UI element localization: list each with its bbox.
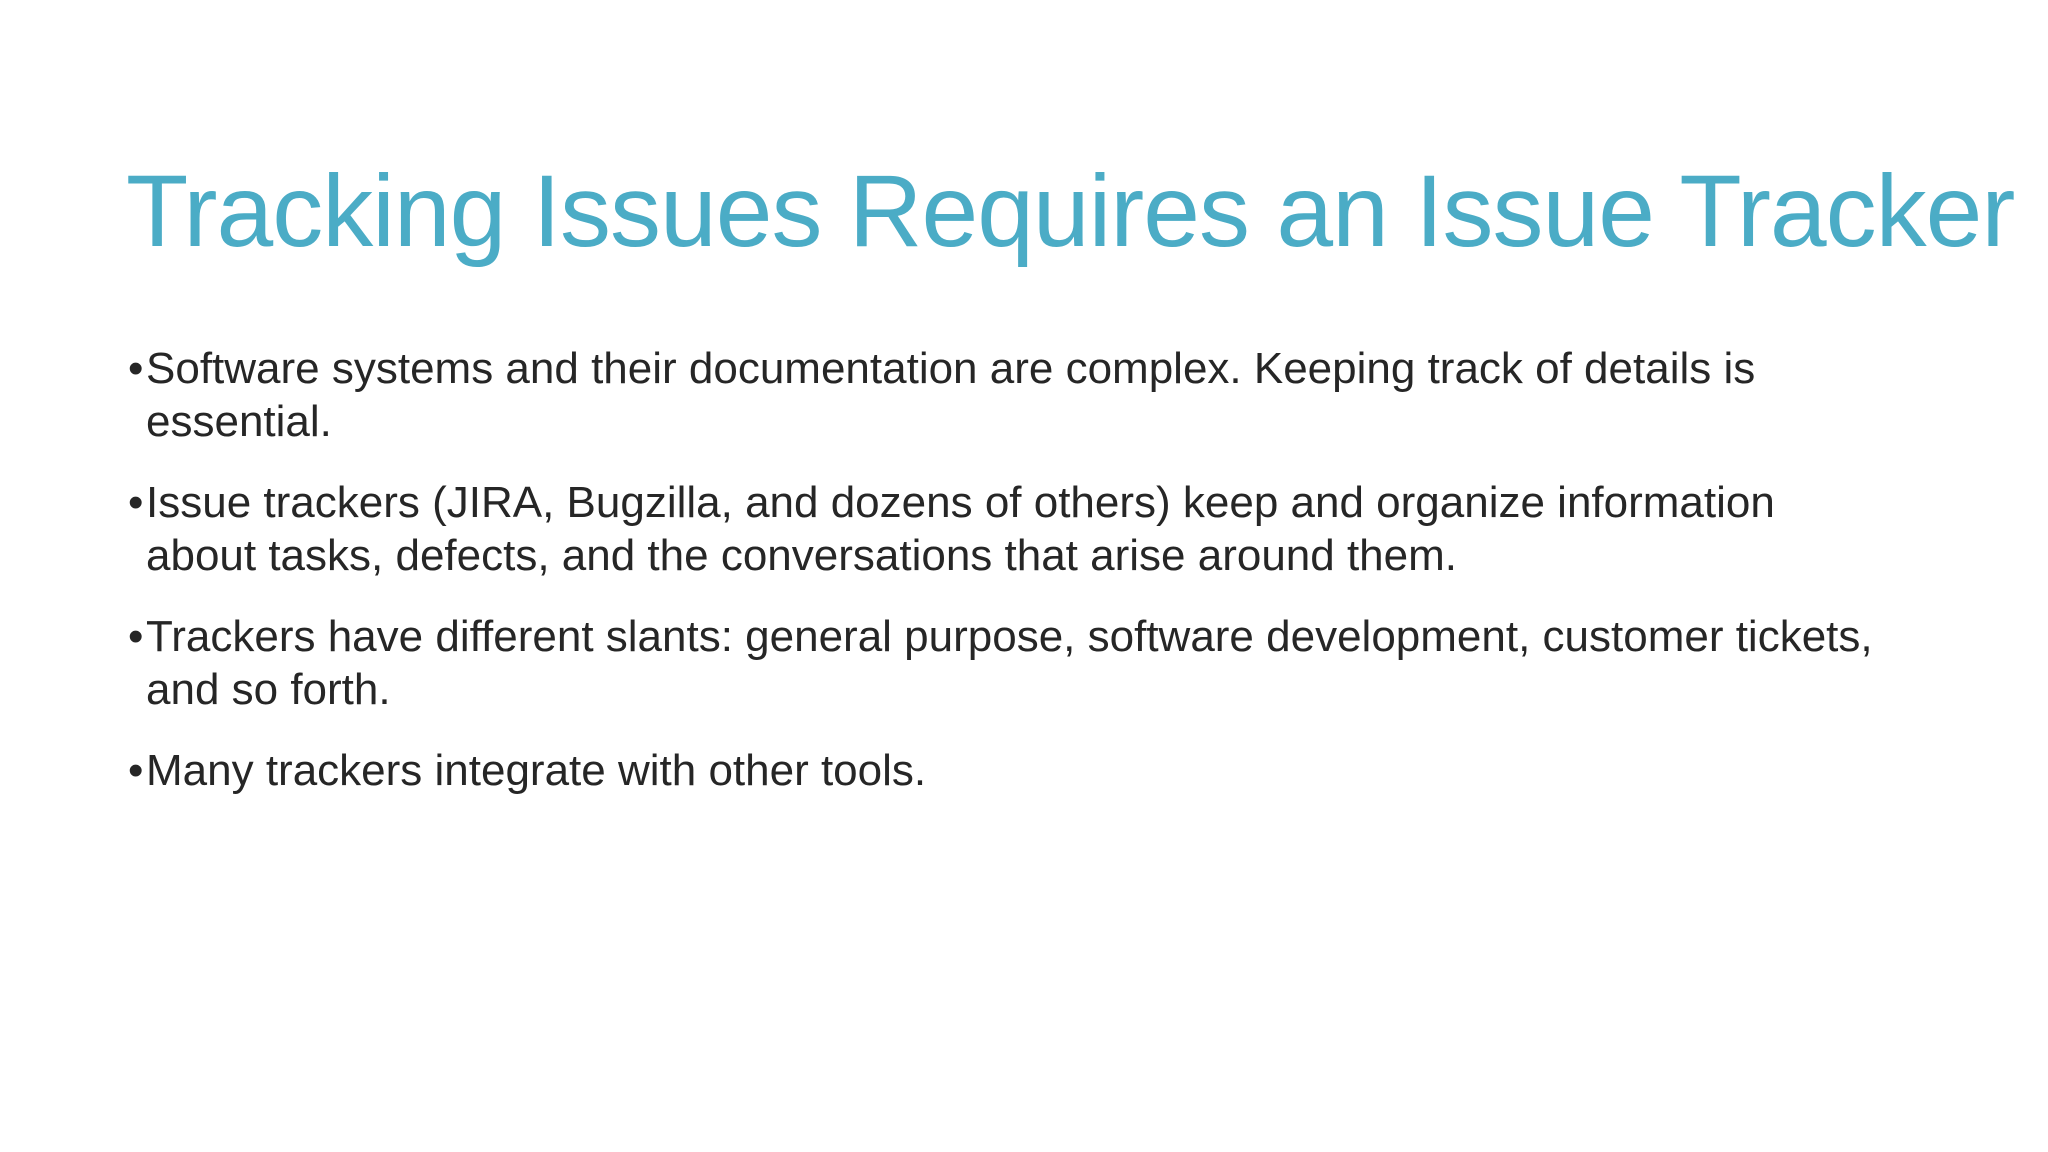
bullet-icon: • (128, 612, 144, 661)
bullet-item-1 (130, 342, 1890, 448)
bullet-icon: • (128, 478, 144, 527)
bullet-text: Trackers have different slants: general purpose, software development, customer tickets, and so forth. (146, 612, 1873, 714)
bullet-list (130, 342, 1890, 825)
bullet-text: Software systems and their documentation are complex. Keeping track of details is essential. (146, 344, 1756, 446)
bullet-item-3 (130, 610, 1890, 716)
bullet-text: Many trackers integrate with other tools. (146, 746, 927, 795)
bullet-icon: • (128, 746, 144, 795)
bullet-icon: • (128, 344, 144, 393)
bullet-item-2 (130, 476, 1890, 582)
bullet-item-4 (130, 744, 1890, 797)
bullet-text: Issue trackers (JIRA, Bugzilla, and dozens of others) keep and organize information about tasks, defects, and the conversations that arise around them. (146, 478, 1775, 580)
slide-title: Tracking Issues Requires an Issue Tracker (126, 154, 2015, 268)
